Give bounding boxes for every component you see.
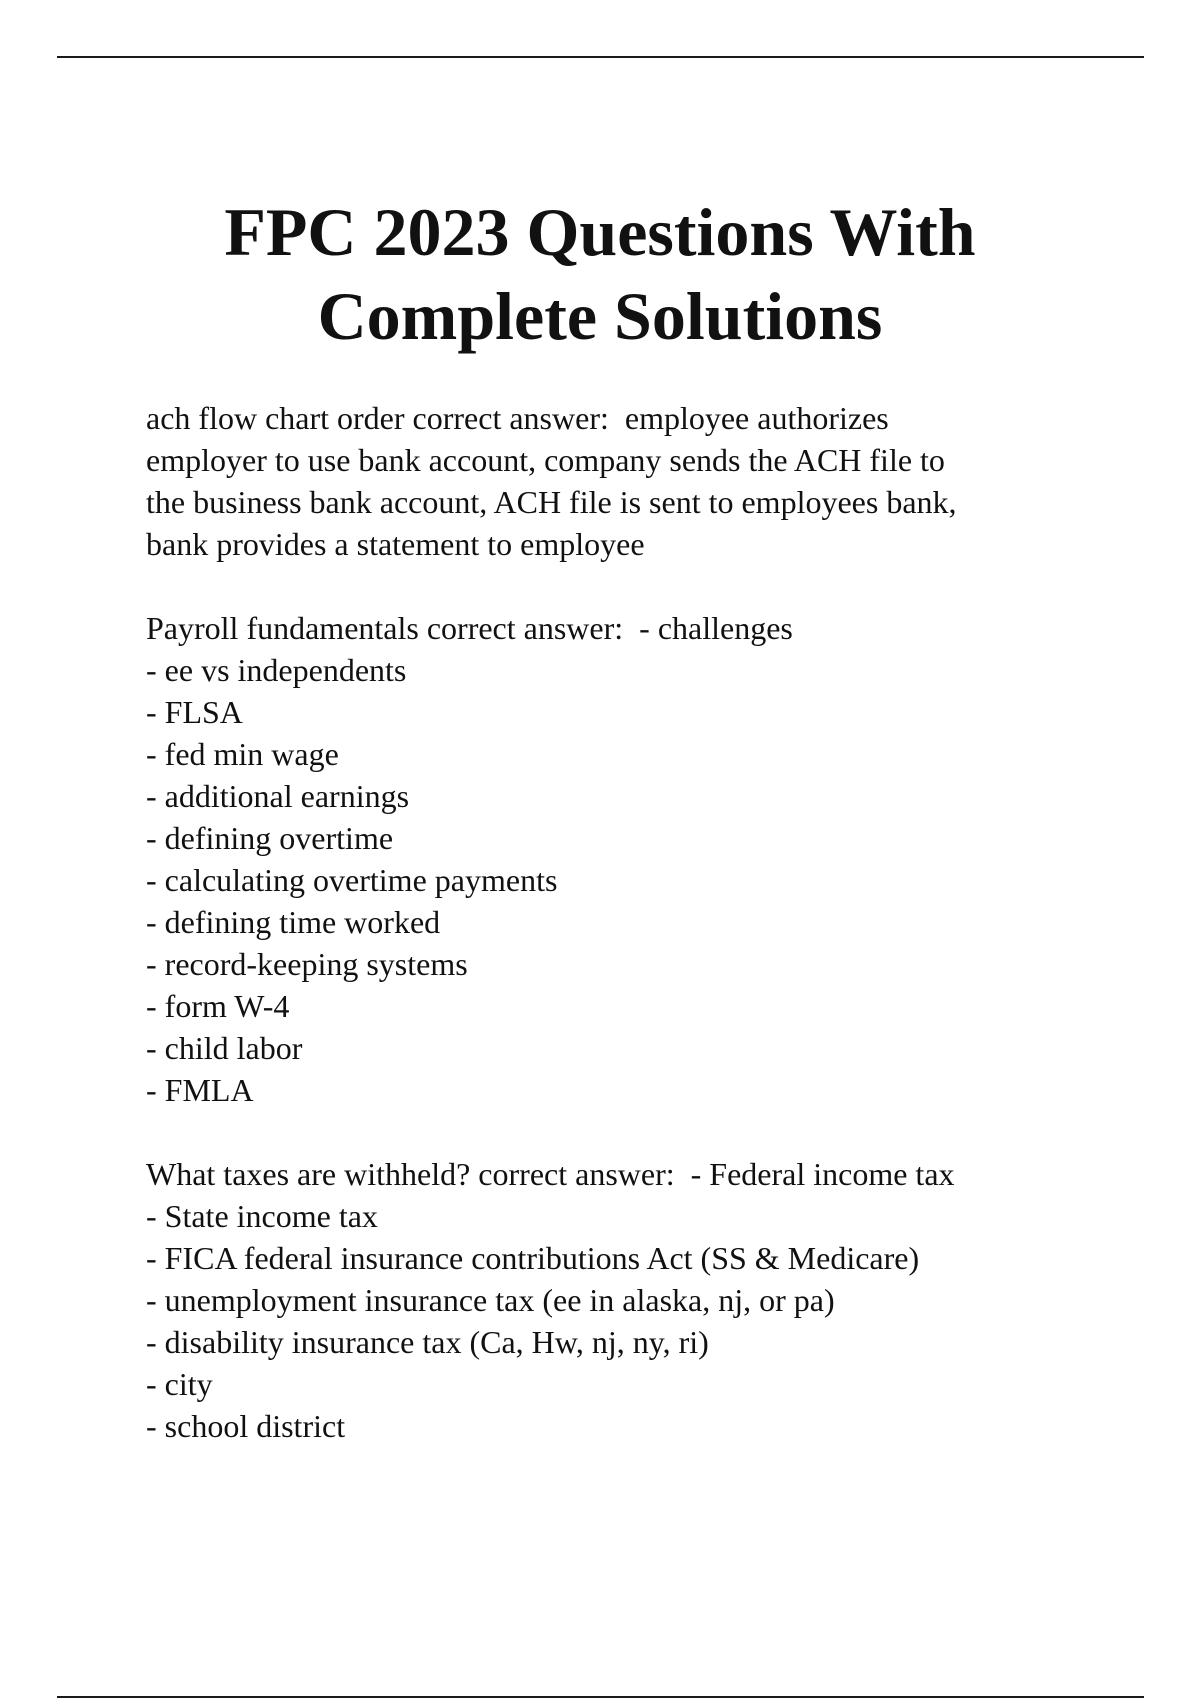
text-line: What taxes are withheld? correct answer: - Federal income tax bbox=[146, 1156, 955, 1192]
list-item: - disability insurance tax (Ca, Hw, nj, ny, ri) bbox=[146, 1324, 709, 1360]
text-line: the business bank account, ACH file is sent to employees bank, bbox=[146, 484, 957, 520]
list-item: - defining overtime bbox=[146, 820, 394, 856]
text-line: ach flow chart order correct answer: employee authorizes bbox=[146, 400, 889, 436]
document-body bbox=[146, 397, 1146, 1447]
paragraph-gap bbox=[146, 565, 1146, 607]
list-item: - State income tax bbox=[146, 1198, 378, 1234]
bottom-rule bbox=[57, 1696, 1144, 1698]
text-line: employer to use bank account, company sends the ACH file to bbox=[146, 442, 945, 478]
list-item: - fed min wage bbox=[146, 736, 339, 772]
title-line-2: Complete Solutions bbox=[317, 278, 883, 354]
text-line: bank provides a statement to employee bbox=[146, 526, 645, 562]
title-line-1: FPC 2023 Questions With bbox=[224, 194, 976, 270]
qa-ach-flow-chart bbox=[146, 397, 1146, 565]
qa-taxes-withheld bbox=[146, 1153, 1146, 1447]
top-rule bbox=[57, 56, 1144, 58]
list-item: - unemployment insurance tax (ee in alaska, nj, or pa) bbox=[146, 1282, 835, 1318]
list-item: - additional earnings bbox=[146, 778, 410, 814]
list-item: - calculating overtime payments bbox=[146, 862, 558, 898]
page-title bbox=[60, 190, 1140, 358]
list-item: - form W-4 bbox=[146, 988, 290, 1024]
list-item: - ee vs independents bbox=[146, 652, 407, 688]
list-item: - child labor bbox=[146, 1030, 303, 1066]
list-item: - defining time worked bbox=[146, 904, 441, 940]
list-item: - FLSA bbox=[146, 694, 243, 730]
paragraph-gap bbox=[146, 1111, 1146, 1153]
list-item: - record-keeping systems bbox=[146, 946, 468, 982]
text-line: Payroll fundamentals correct answer: - challenges bbox=[146, 610, 793, 646]
list-item: - FICA federal insurance contributions Act (SS & Medicare) bbox=[146, 1240, 920, 1276]
list-item: - school district bbox=[146, 1408, 346, 1444]
list-item: - FMLA bbox=[146, 1072, 254, 1108]
qa-payroll-fundamentals bbox=[146, 607, 1146, 1111]
list-item: - city bbox=[146, 1366, 213, 1402]
